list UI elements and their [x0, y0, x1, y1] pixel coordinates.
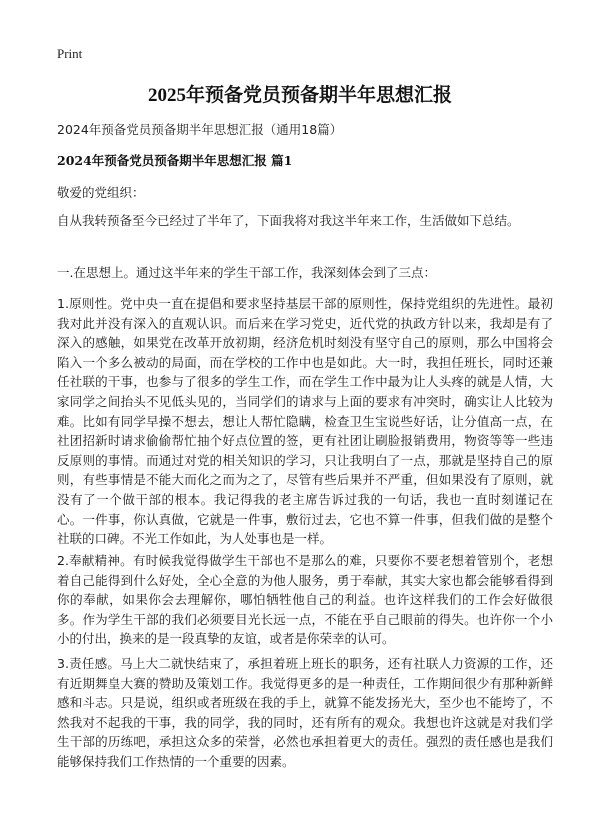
greeting-text: 敬爱的党组织：	[57, 185, 145, 200]
paragraph-intro: 自从我转预备至今已经过了半年了，下面我将对我这半年来工作，生活做如下总结。	[57, 213, 520, 228]
section-heading: 2024年预备党员预备期半年思想汇报 篇1	[57, 153, 293, 168]
print-link[interactable]: Print	[57, 46, 83, 61]
paragraph-responsibility: 3.责任感。马上大二就快结束了，承担着班上班长的职务，还有社联人力资源的工作，还有近期舞皇大赛的赞助及策划工作。我觉得更多的是一种责任，工作期间很少有那种新鲜感和斗志。只是说，组织或者班级在我的手上，就算不能发扬光大，至少也不能垮了，不然我对不起我的干事，我的同学，我的同时，还有所有的观众。我想也许这就是对我们学生干部的历练吧，承担这众多的荣誉，必然也承担着更大的责任。强烈的责任感也是我们能够保持我们工作热情的一个重要的因素。	[57, 656, 553, 769]
paragraph-overview: 一.在思想上。通过这半年来的学生干部工作，我深刻体会到了三点：	[57, 265, 436, 280]
document-subtitle: 2024年预备党员预备期半年思想汇报（通用18篇）	[57, 122, 343, 137]
paragraph-dedication: 2.奉献精神。有时候我觉得做学生干部也不是那么的难，只要你不要老想着管别个，老想着自己能得到什么好处，全心全意的为他人服务，勇于奉献，其实大家也都会能够看得到你的奉献，如果你会去理解你，哪怕牺牲他自己的利益。也许这样我们的工作会好做很多。作为学生干部的我们必须要目光长远一点，不能在乎自己眼前的得失。也许你一个小小的付出，换来的是一段真挚的友谊，或者是你荣幸的认可。	[57, 553, 553, 647]
page-title: 2025年预备党员预备期半年思想汇报	[147, 85, 452, 106]
paragraph-principle: 1.原则性。党中央一直在提倡和要求坚持基层干部的原则性，保持党组织的先进性。最初我对此并没有深入的直观认识。而后来在学习党史，近代党的执政方针以来，我却是有了深入的感触，如果党在改革开放初期，经济危机时刻没有坚守自己的原则，那么中国将会陷入一个多么被动的局面，而在学校的工作中也是如此。大一时，我担任班长，同时还兼任社联的干事，也参与了很多的学生工作，而在学生工作中最为让人头疼的就是人情，大家同学之间抬头不见低头见的，当同学们的请求与上面的要求有冲突时，确实让人比较为难。比如有同学早操不想去，想让人帮忙隐瞒，检查卫生宝说些好话，让分值高一点，在社团招新时请求偷偷帮忙抽个好点位置的签，更有社团让刷脸报销费用，物资等等一些违反原则的事情。而通过对党的相关知识的学习，只让我明白了一点，那就是坚持自己的原则，有些事情是不能大而化之而为之了，尽管有些后果并不严重，但如果没有了原则，就没有了一个做干部的根本。我记得我的老主席告诉过我的一句话，我也一直时刻谨记在心。一件事，你认真做，它就是一件事，敷衍过去，它也不算一件事，但我们做的是整个社联的口碑。不光工作如此，为人处事也是一样。	[57, 296, 553, 547]
